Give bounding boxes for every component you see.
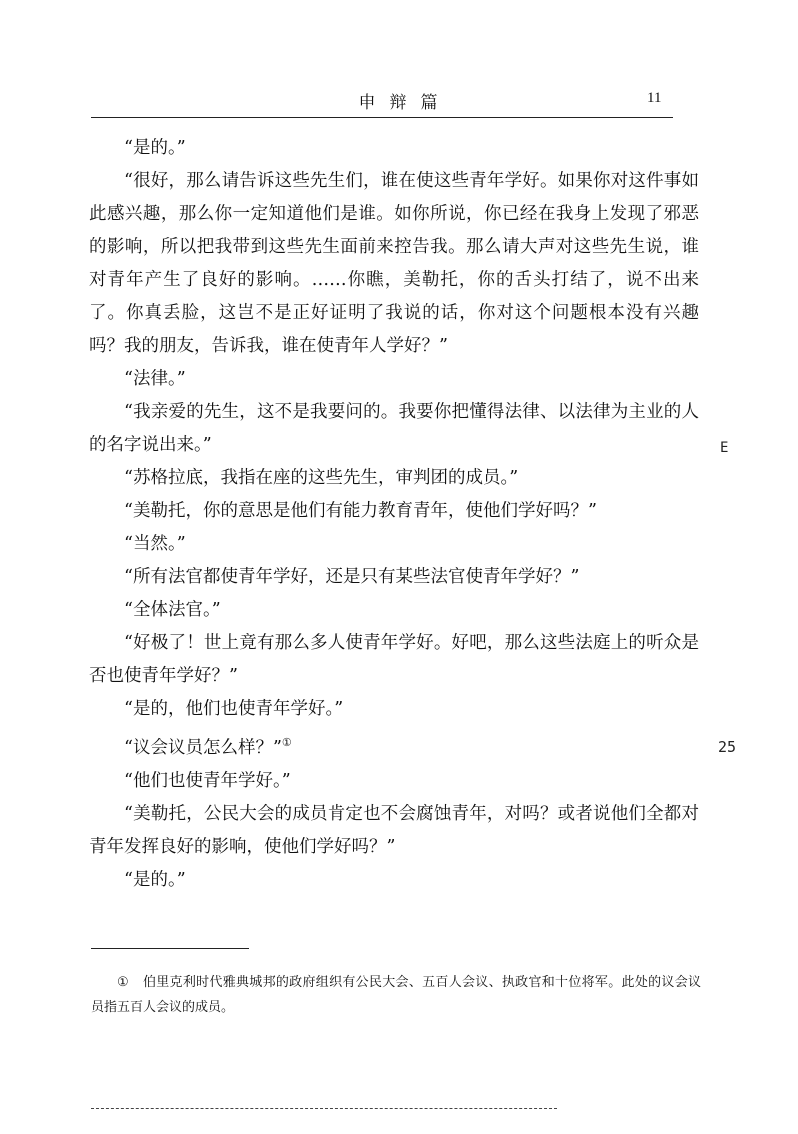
paragraph-text: “议会议员怎么样？” xyxy=(124,737,282,758)
paragraph: “法律。” xyxy=(124,369,186,389)
paragraph: “当然。” xyxy=(124,534,186,554)
header-rule xyxy=(91,117,673,118)
paragraph: “他们也使青年学好。” xyxy=(124,770,291,791)
paragraph: “我亲爱的先生，这不是我要问的。我要你把懂得法律、以法律为主业的人的名字说出来。” xyxy=(89,402,699,455)
footnote-mark: ① xyxy=(117,975,129,990)
stephanus-marker-e: E xyxy=(720,440,729,456)
paragraph: “所有法官都使青年学好，还是只有某些法官使青年学好？” xyxy=(124,567,580,587)
paragraph: “很好，那么请告诉这些先生们，谁在使这些青年学好。如果你对这件事如此感兴趣，那么你一定知道他们是谁。如你所说，你已经在我身上发现了邪恶的影响，所以把我带到这些先生面前来控告我。那么请大声对这些先生说，谁对青年产生了良好的影响。……你瞧，美勒托，你的舌头打结了，说不出来了。你真丢脸，这岂不是正好证明了我说的话，你对这个问题根本没有兴趣吗？我的朋友，告诉我，谁在使青年人学好？” xyxy=(89,171,699,356)
body-text xyxy=(89,132,699,897)
paragraph: “美勒托，公民大会的成员肯定也不会腐蚀青年，对吗？或者说他们全都对青年发挥良好的影响，使他们学好吗？” xyxy=(89,803,699,857)
paragraph: “是的，他们也使青年学好。” xyxy=(124,699,344,719)
page-number: 11 xyxy=(647,90,662,106)
footnote xyxy=(91,970,701,1020)
paragraph: “好极了！世上竟有那么多人使青年学好。好吧，那么这些法庭上的听众是否也使青年学好？” xyxy=(89,633,699,686)
paragraph: “美勒托，你的意思是他们有能力教育青年，使他们学好吗？” xyxy=(124,501,597,521)
footnote-rule xyxy=(91,948,249,949)
paragraph: “是的。” xyxy=(124,138,186,158)
bottom-rule xyxy=(91,1108,557,1109)
paragraph: “苏格拉底，我指在座的这些先生，审判团的成员。” xyxy=(124,468,519,488)
footnote-reference: ① xyxy=(281,736,292,749)
footnote-text: 伯里克利时代雅典城邦的政府组织有公民大会、五百人会议、执政官和十位将军。此处的议会议员指五百人会议的成员。 xyxy=(91,975,701,1015)
paragraph-with-footnote-ref xyxy=(89,726,699,765)
running-header-title: 申辩篇 xyxy=(358,93,452,113)
paragraph: “是的。” xyxy=(124,869,186,890)
paragraph: “全体法官。” xyxy=(124,600,221,620)
stephanus-marker-25: 25 xyxy=(718,738,737,756)
